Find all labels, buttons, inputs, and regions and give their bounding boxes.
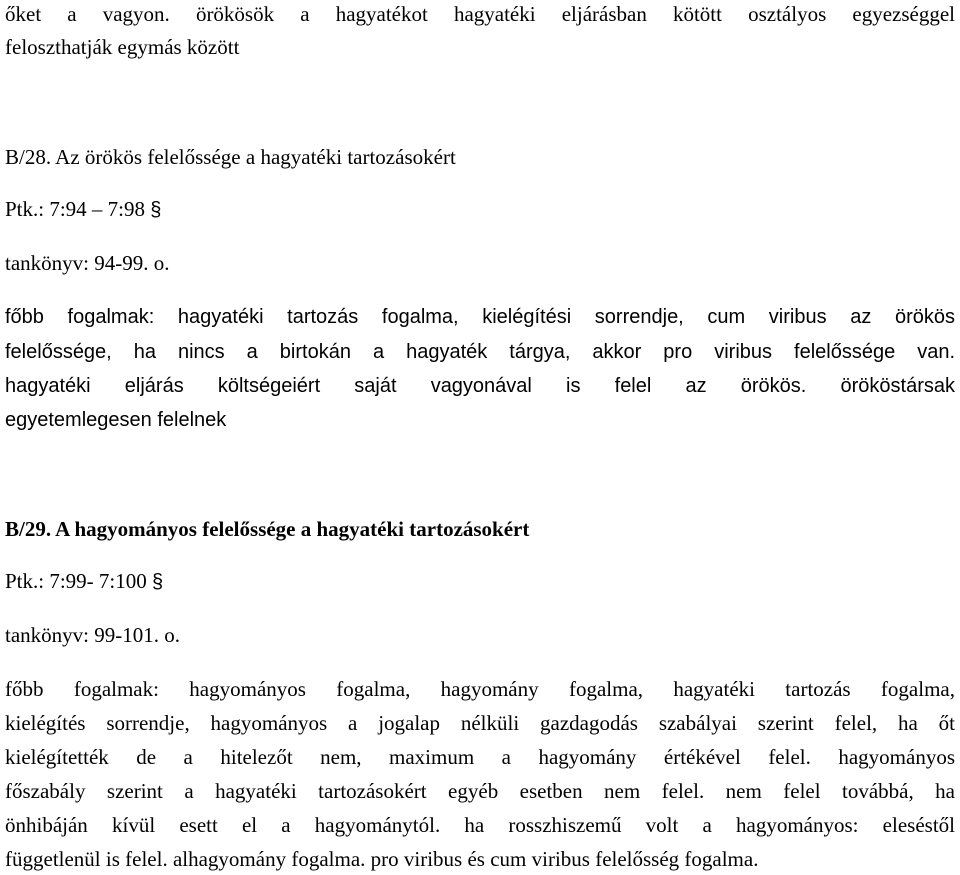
section-29-body-line-1: főbb fogalmak: hagyományos fogalma, hagyomány fogalma, hagyatéki tartozás fogalma, (5, 677, 955, 701)
section-28-ptk (5, 197, 161, 222)
section-29-ptk (5, 569, 163, 594)
section-28-ptk-text: Ptk.: 7:94 – 7:98 (5, 197, 146, 221)
section-sign-icon: § (152, 571, 164, 593)
section-28-heading: B/28. Az örökös felelőssége a hagyatéki tartozásokért (5, 145, 456, 169)
section-28-textbook: tankönyv: 94-99. o. (5, 251, 170, 275)
section-28-body-line-4: egyetemlegesen felelnek (5, 409, 227, 431)
intro-line-2: feloszthatják egymás között (5, 35, 240, 59)
section-29-body-line-6: függetlenül is felel. alhagyomány fogalma. pro viribus és cum viribus felelősség fogalma. (5, 847, 759, 871)
intro-line-1: őket a vagyon. örökösök a hagyatékot hagyatéki eljárásban kötött osztályos egyezséggel (5, 2, 955, 26)
section-29-ptk-text: Ptk.: 7:99- 7:100 (5, 569, 147, 593)
section-29-heading: B/29. A hagyományos felelőssége a hagyatéki tartozásokért (5, 517, 530, 541)
section-28-body-line-1: főbb fogalmak: hagyatéki tartozás fogalma, kielégítési sorrendje, cum viribus az örökös (5, 306, 955, 328)
section-29-body-line-4: főszabály szerint a hagyatéki tartozásokért egyéb esetben nem felel. nem felel továbbá, ha (5, 779, 955, 803)
section-29-textbook: tankönyv: 99-101. o. (5, 623, 180, 647)
section-29-body-line-5: önhibáján kívül esett el a hagyománytól. ha rosszhiszemű volt a hagyományos: eleséstől (5, 813, 955, 837)
section-28-body-line-3: hagyatéki eljárás költségeiért saját vagyonával is felel az örökös. örököstársak (5, 375, 955, 397)
section-28-body-line-2: felelőssége, ha nincs a birtokán a hagyaték tárgya, akkor pro viribus felelőssége van. (5, 341, 955, 363)
section-29-body-line-3: kielégítették de a hitelezőt nem, maximum a hagyomány értékével felel. hagyományos (5, 745, 955, 769)
section-29-body-line-2: kielégítés sorrendje, hagyományos a jogalap nélküli gazdagodás szabályai szerint felel, ha őt (5, 711, 955, 735)
section-sign-icon: § (150, 199, 162, 221)
